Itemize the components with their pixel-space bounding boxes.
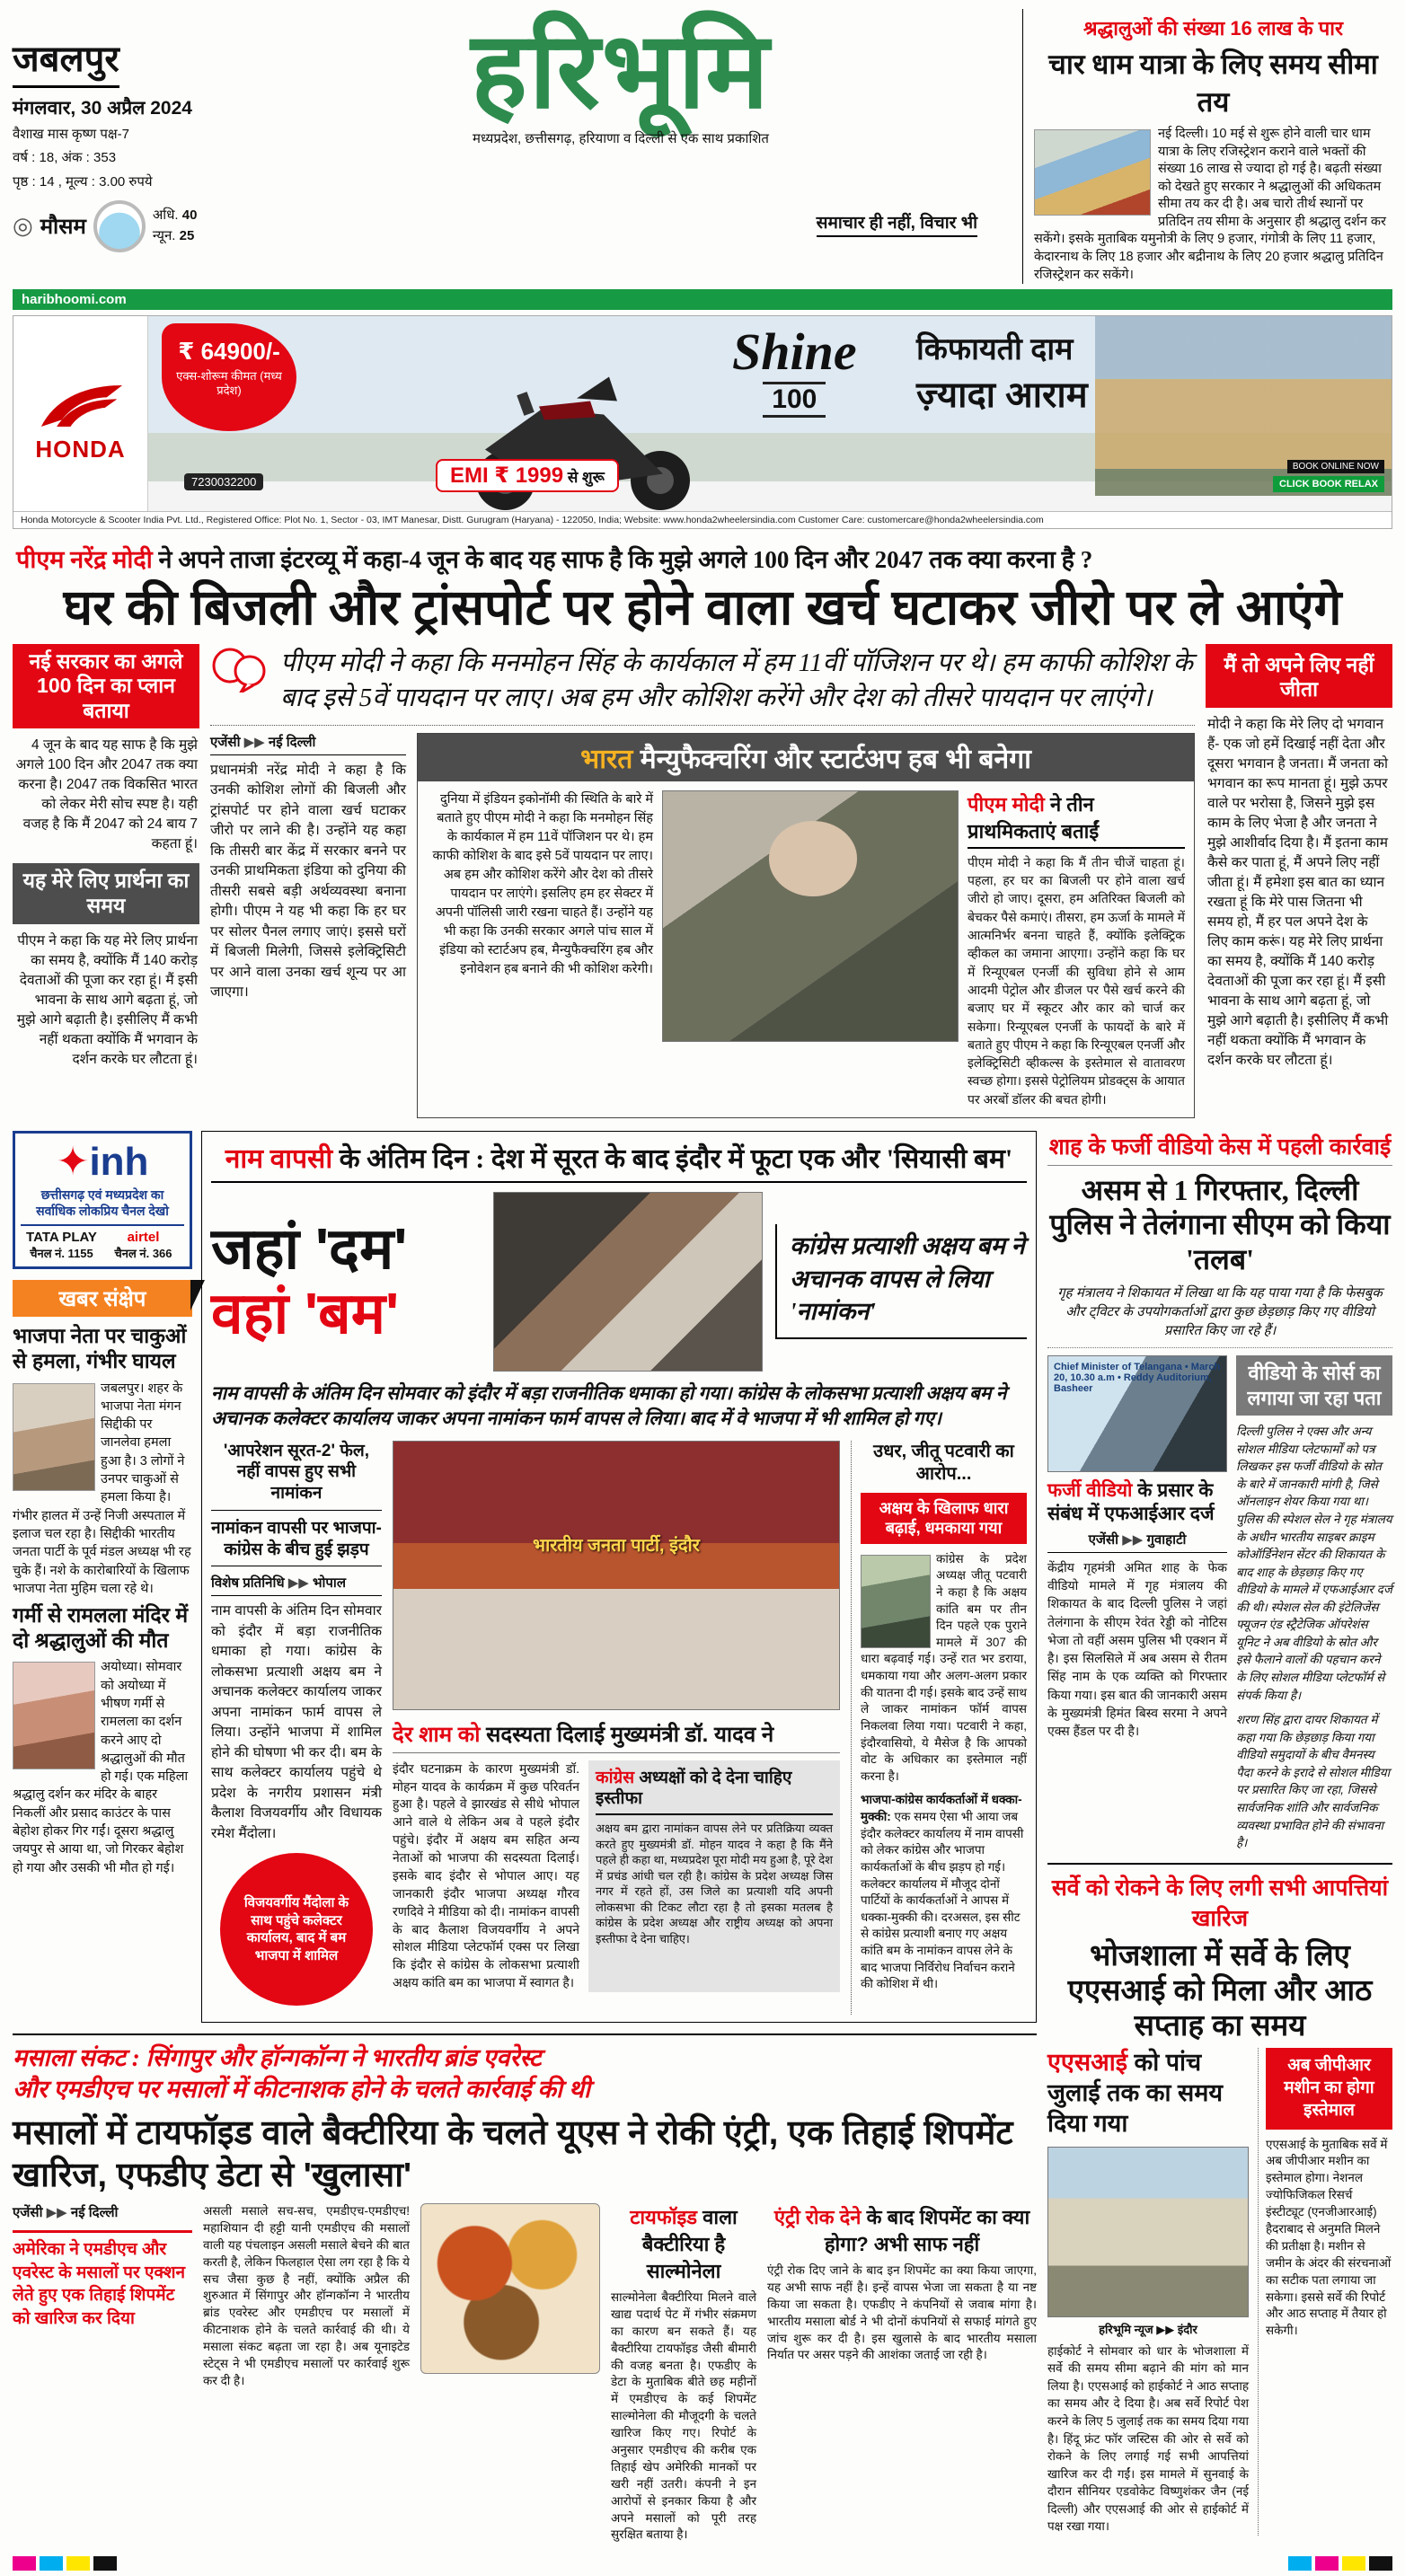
inh-logo-mark: ✦	[56, 1140, 90, 1184]
ad-model-block	[732, 322, 857, 418]
dum-bam-callout: कांग्रेस प्रत्याशी अक्षय बम ने अचानक वापस ले लिया 'नामांकन'	[775, 1224, 1027, 1338]
ad-legal-line: Honda Motorcycle & Scooter India Pvt. Ltd., Registered Office: Plot No. 1, Sector - 03, IMT Manesar, Distt. Gurugram (Haryana) - 122050, India; Website: www.honda2wheelersindia.com Customer Care: customercare@honda2wheelersindia.com	[13, 511, 1392, 528]
lead-byline	[210, 733, 406, 755]
patwari-photo	[861, 1555, 931, 1648]
ad-slogan-line2: ज़्यादा आराम	[916, 375, 1088, 416]
dum-bam-headline	[211, 1217, 481, 1345]
dum-bam-byline	[211, 1574, 382, 1596]
modi-photo	[662, 790, 959, 1042]
spice-kicker-line1: मसाला संकट : सिंगापुर और हॉन्गकॉन्ग ने भारतीय ब्रांड एवरेस्ट	[13, 2044, 542, 2072]
shah-kicker: शाह के फर्जी वीडियो केस में पहली कार्रवाई	[1047, 1131, 1392, 1166]
ad-phone: 7230032200	[184, 473, 263, 490]
tata-play-channel: चैनल नं. 1155	[30, 1247, 93, 1261]
gpr-body: एएसआई के मुताबिक सर्वे में अब जीपीआर मशीन का इस्तेमाल होगा। नेशनल ज्योफिजिकल रिसर्च इंस्टीट्यूट (एनजीआरआई) हैदराबाद से अनुमति मिलने की प्रतीक्षा है। मशीन से जमीन के अंदर की संरचनाओं का सटीक पता लगाया जा सकेगा। इससे सर्वे की रिपोर्ट और आठ सप्ताह में तैयार हो सकेगी।	[1266, 2137, 1392, 2338]
membership-subhead-rest: सदस्यता दिलाई मुख्यमंत्री डॉ. यादव ने	[480, 1722, 774, 1747]
brief1-headline: भाजपा नेता पर चाकुओं से हमला, गंभीर घायल	[13, 1324, 187, 1372]
lead-quote-text: पीएम मोदी ने कहा कि मनमोहन सिंह के कार्यकाल में हम 11वीं पॉजिशन पर थे। हम काफी कोशिश के बाद इसे 5वें पायदान पर लाए। अब हम और कोशिश करेंगे और देश को तीसरे पायदान पर लाएंगे।	[280, 648, 1193, 712]
edition-date: मंगलवार, 30 अप्रैल 2024	[13, 98, 192, 119]
byline-arrows-icon: ▶▶	[46, 2204, 67, 2220]
chardham-article	[1022, 9, 1392, 284]
airtel-logo: airtel	[127, 1230, 160, 1246]
shah-complaint-note: शरण सिंह द्वारा दायर शिकायत में कहा गया कि छेड़छाड़ किया गया वीडियो समुदायों के बीच वैमनस्य पैदा करने के इरादे से सोशल मीडिया पर प्रसारित किए जा रहा, जिससे सार्वजनिक शांति और सार्वजनिक व्यवस्था प्रभावित होने की संभावना है।	[1236, 1713, 1391, 1850]
ad-price-bubble	[162, 323, 296, 431]
honda-brand-name: HONDA	[35, 435, 126, 463]
edition-city: जबलपुर	[13, 32, 119, 88]
dum-bam-kicker-highlight: नाम वापसी	[225, 1144, 333, 1174]
brief2-text: अयोध्या। सोमवार को अयोध्या में भीषण गर्मी से रामलला का दर्शन करने आए दो श्रद्धालुओं की मौत हो गई। एक महिला श्रद्धालु दर्शन कर मंदिर के बाहर निकलीं और प्रसाद काउंटर के पास बेहोश होकर गिर गईं। दूसरा श्रद्धालु जयपुर से आया था, जो गिरकर बेहोश हो गया और उसकी भी मौत हो गई।	[13, 1660, 189, 1875]
bhojshala-photo	[1047, 2147, 1249, 2317]
byline-arrows-icon: ▶▶	[287, 1575, 309, 1592]
black-mark	[1369, 2556, 1392, 2571]
hub-box	[417, 733, 1195, 1118]
lead-byline-location: नई दिल्ली	[268, 734, 316, 750]
bhojshala-body: हाईकोर्ट ने सोमवार को धार के भोजशाला में सर्वे की समय सीमा बढ़ाने की मांग को मान लिया है। एएसआई को हाईकोर्ट ने आठ सप्ताह का समय और दे दिया है। अब सर्वे रिपोर्ट पेश करने के लिए 5 जुलाई तक का समय दिया गया है। हिंदू फ्रंट फॉर जस्टिस की ओर से सर्वे को रोकने के लिए लगाई गई सभी आपत्तियां खारिज कर दी गईं। इस मामले में सुनवाई के दौरान सीनियर एडवोकेट विष्णुशंकर जैन (नई दिल्ली) और एएसआई की ओर से हाईकोर्ट में पक्ष रखा गया।	[1047, 2343, 1249, 2534]
kedarnath-photo	[1034, 129, 1151, 216]
bjp-stage-photo	[393, 1441, 840, 1710]
brief2-body	[13, 1658, 192, 1877]
inh-logo	[21, 1139, 184, 1185]
right-rail	[1047, 1131, 1392, 2544]
dum-bam-left-column	[211, 1441, 382, 2015]
video-source-box: वीडियो के सोर्स का लगाया जा रहा पता	[1236, 1355, 1392, 1416]
shah-right-column	[1236, 1355, 1392, 1852]
byline-arrows-icon: ▶▶	[1122, 1531, 1144, 1548]
lead-headline: घर की बिजली और ट्रांसपोर्ट पर होने वाला खर्च घटाकर जीरो पर ले आएंगे	[63, 579, 1342, 636]
calendar-line: वैशाख मास कृष्ण पक्ष-7	[13, 127, 130, 142]
weather-title: मौसम	[40, 215, 86, 240]
bhojshala-caption-agency: हरिभूमि न्यूज	[1099, 2322, 1153, 2336]
yellow-mark	[66, 2556, 90, 2571]
lead-strap-rest: ने अपने ताजा इंटरव्यू में कहा-4 जून के बाद यह साफ है कि मुझे अगले 100 दिन और 2047 तक क्या करना है ?	[152, 546, 1093, 574]
bhojshala-story	[1047, 1863, 1392, 2536]
brief1-text: जबलपुर। शहर के भाजपा नेता मंगन सिद्दीकी पर जानलेवा हमला हुआ है। 3 लोगों ने उनपर चाकुओं से हमला किया है। गंभीर हालत में उन्हें निजी अस्पताल में इलाज चल रहा है। सिद्दीकी भारतीय जनता पार्टी के पूर्व मंडल अध्यक्ष भी रह चुके हैं। नशे के कारोबारियों के खिलाफ भाजपा नेता मुहिम चला रहे थे।	[13, 1381, 191, 1596]
hub-right-column	[968, 790, 1185, 1108]
salmonella-subhead-rest: वाला बैक्टीरिया है साल्मोनेला	[641, 2205, 738, 2282]
ad-emi-suffix: से शुरू	[563, 469, 605, 487]
priorities-title-rest: ने तीन प्राथमिकताएं बताईं	[968, 792, 1100, 842]
yellow-mark	[1342, 2556, 1365, 2571]
bhojshala-left-column	[1047, 2048, 1249, 2535]
lead-byline-agency: एजेंसी	[210, 734, 241, 750]
salmonella-subhead	[611, 2203, 756, 2284]
spice-kicker	[13, 2042, 1037, 2105]
spice-byline	[13, 2203, 192, 2225]
chardham-headline: चार धाम यात्रा के लिए समय सीमा तय	[1048, 49, 1378, 118]
shah-byline-location: गुवाहाटी	[1146, 1531, 1187, 1548]
tata-play-logo: TATA PLAY	[26, 1230, 97, 1246]
honda-logo-block	[13, 316, 148, 528]
salmonella-subhead-highlight: टायफॉइड	[630, 2205, 698, 2228]
weather-max-value: 40	[181, 207, 198, 224]
masthead-left	[13, 9, 219, 284]
dum-bam-byline-agency: विशेष प्रतिनिधि	[211, 1575, 285, 1592]
patwari-red-box: अक्षय के खिलाफ धारा बढ़ाई, धमकाया गया	[861, 1493, 1027, 1544]
resign-box-title	[596, 1768, 833, 1816]
subhead-scuffle: नामांकन वापसी पर भाजपा-कांग्रेस के बीच हुई झड़प	[211, 1518, 382, 1567]
honda-wing-icon	[38, 382, 124, 430]
scuffle-paragraph	[861, 1792, 1027, 1993]
brief1-body	[13, 1380, 192, 1599]
dum-bam-kicker-rest: के अंतिम दिन : देश में सूरत के बाद इंदौर में फूटा एक और 'सियासी बम'	[332, 1144, 1013, 1174]
bhojshala-caption	[1047, 2321, 1249, 2337]
newspaper-tagline: समाचार ही नहीं, विचार भी	[817, 210, 977, 237]
ad-price-note: एक्स-शोरूम कीमत (मध्य प्रदेश)	[176, 369, 282, 397]
website-url: haribhoomi.com	[22, 292, 127, 308]
chardham-text: नई दिल्ली। 10 मई से शुरू होने वाली चार धाम यात्रा के लिए रजिस्ट्रेशन कराने वाले भक्तों की संख्या 16 लाख से ज्यादा हो गई है। बढ़ती संख्या को देखते हुए सरकार ने श्रद्धालुओं की अधिकतम सीमा तय कर दी है। अब चारो तीर्थ स्थानों पर प्रतिदिन तय सीमा के अनुसार ही श्रद्धालु दर्शन कर सकेंगे। इसके मुताबिक यमुनोत्री के लिए 9 हजार, गंगोत्री के लिए 11 हजार, केदारनाथ के लिए 18 हजार और बद्रीनाथ के लिए 20 हजार श्रद्धालु प्रतिदिन रजिस्ट्रेशन कर सकेंगे।	[1034, 127, 1386, 282]
bhojshala-headline: भोजशाला में सर्वे के लिए एएसआई को मिला और आठ सप्ताह का समय	[1067, 1937, 1373, 2042]
ad-emi-offer	[436, 459, 619, 492]
prayer-box-body: पीएम ने कहा कि यह मेरे लिए प्रार्थना का समय है, क्योंकि मैं 140 करोड़ देवताओं की पूजा कर रहा हूं। मैं इसी भावना के साथ आगे बढ़ता हूं, जो मुझे आगे बढ़ाती है। इसीलिए मैं कभी नहीं थकता क्योंकि मैं भगवान के दर्शन करके घर लौटता हूं।	[16, 932, 198, 1067]
shipment-body: एंट्री रोक दिए जाने के बाद इन शिपमेंट का क्या किया जाएगा, यह अभी साफ नहीं है। इन्हें वापस भेजा जा सकता है या नष्ट किया जा सकता है। एफडीए ने कंपनियों से जवाब मांगा है। भारतीय मसाला बोर्ड ने भी दोनों कंपनियों से सफाई मांगते हुए जांच शुरू कर दी है। इस खुलासे के बाद भारतीय मसाला निर्यात पर असर पड़ने की आशंका जताई जा रही है।	[767, 2263, 1037, 2362]
ad-slogan-line1: किफायती दाम	[916, 332, 1074, 367]
bjp-stage-banner-text: भारतीय जनता पार्टी, इंदौर	[533, 1536, 700, 1556]
ad-model-number: 100	[763, 382, 826, 418]
revanth-reddy-photo	[1047, 1355, 1227, 1472]
bhojshala-caption-location: इंदौर	[1177, 2322, 1197, 2336]
patwari-body: कांग्रेस के प्रदेश अध्यक्ष जीतू पटवारी ने कहा है कि अक्षय कांति बम पर तीन दिन पहले एक पुराने मामले में 307 की धारा बढ़वाई गई। उन्हें रात भर डराया, धमकाया गया और अलग-अलग प्रकार की यातना दी गई। इसके बाद उन्हें साथ ले जाकर नामांकन फॉर्म वापस निकलवा लिया गया। पटवारी ने कहा, इंदौरवासियो, ये मैसेज है कि आपको वोट के अधिकार का इस्तेमाल नहीं करना है।	[861, 1551, 1027, 1783]
tata-play-block	[21, 1230, 102, 1261]
dum-bam-kicker	[211, 1139, 1027, 1183]
lead-strap	[16, 542, 1389, 575]
honda-advertisement	[13, 315, 1392, 529]
ad-click-book-relax: CLICK BOOK RELAX	[1273, 476, 1384, 492]
lead-story	[13, 542, 1392, 1118]
byline-arrows-icon: ▶▶	[243, 734, 265, 750]
inh-tagline: छत्तीसगढ़ एवं मध्यप्रदेश का सर्वाधिक लोकप्रिय चैनल देखो	[36, 1187, 169, 1219]
website-bar	[13, 289, 1392, 310]
spice-column2	[611, 2203, 756, 2544]
fir-subhead-rest: के प्रसार के संबंध में एफआईआर दर्ज	[1047, 1480, 1215, 1525]
print-registration-marks	[13, 2556, 1392, 2571]
shah-body1: केंद्रीय गृहमंत्री अमित शाह के फेक वीडियो मामले में गृह मंत्रालय की शिकायत के बाद दिल्ली पुलिस ने जहां तेलंगाना के सीएम रेवंत रेड्डी को नोटिस भेजा तो वहीं असम पुलिस भी एक्शन में है। इस सिलसिले में अब असम से रीतम सिंह नाम के एक व्यक्ति को गिरफ्तार किया गया। इस बात की जानकारी असम के मुख्यमंत्री हिमंत बिस्व सरमा ने अपने एक्स हैंडल पर दी है।	[1047, 1559, 1227, 1739]
masthead-center	[228, 9, 1013, 284]
priorities-body: पीएम मोदी ने कहा कि मैं तीन चीजें चाहता हूं। पहला, हर घर का बिजली पर होने वाला खर्च जीरो हो जाए। दूसरा, हम अतिरिक्त बिजली को बेचकर पैसे कमाएं। तीसरा, हम ऊर्जा के मामले में आत्मनिर्भर बनना चाहते हैं, क्योंकि इलेक्ट्रिक व्हीकल का जमाना आएगा। उन्होंने कहा कि घर में रिन्यूएबल एनर्जी की सुविधा होने से आम आदमी पेट्रोल और डीजल पर पैसे खर्च करने की बजाए घर में स्कूटर और कार को चार्ज कर सकेगा। रिन्यूएबल एनर्जी के फायदों के बारे में बताते हुए पीएम ने कहा कि रिन्यूएबल एनर्जी और इलेक्ट्रिसिटी व्हीकल्स के इस्तेमाल से वातावरण स्वच्छ होगा। इससे पेट्रोलियम प्रोडक्ट्स के आयात पर अरबों डॉलर की बचत होगी।	[968, 854, 1185, 1107]
scuffle-text: एक समय ऐसा भी आया जब इंदौर कलेक्टर कार्यालय में नाम वापसी को लेकर कांग्रेस और भाजपा कार्यकर्ताओं के बीच झड़प हो गई। कलेक्टर कार्यालय में मौजूद दोनों पार्टियों के कार्यकर्ताओं ने आपस में धक्का-मुक्की की। दरअसल, इस सीट से कांग्रेस प्रत्याशी बनाए गए अक्षय कांति बम के नामांकन वापस लेने के बाद भाजपा निर्विरोध निर्वाचन कराने की कोशिश में थी।	[861, 1810, 1024, 1991]
news-brief-sidebar	[13, 1131, 192, 2023]
lead-quote-block	[210, 644, 1195, 726]
prayer-box-title: यह मेरे लिए प्रार्थना का समय	[13, 863, 199, 923]
price-line: पृष्ठ : 14 , मूल्य : 3.00 रुपये	[13, 173, 153, 190]
plan-box-body: 4 जून के बाद यह साफ है कि मुझे अगले 100 दिन और 2047 तक क्या करना है। 2047 तक विकसित भारत को लेकर मेरी सोच स्पष्ट है। यही वजह है कि मैं 2047 को 24 बाय 7 कहता हूं।	[15, 737, 198, 852]
spices-photo	[420, 2203, 600, 2374]
shah-intro: गृह मंत्रालय ने शिकायत में लिखा था कि यह पाया गया है कि फेसबुक और ट्विटर के उपयोगकर्ताओं द्वारा कुछ छेड़छाड़ किए गए वीडियो प्रसारित किए जा रहे हैं।	[1047, 1284, 1392, 1348]
bhojshala-subhead-highlight: एएसआई	[1047, 2049, 1127, 2077]
membership-body: इंदौर घटनाक्रम के कारण मुख्यमंत्री डॉ. मोहन यादव के कार्यक्रम में कुछ परिवर्तन हुआ है। पहले वे झारखंड से सीधे भोपाल आने वाले थे लेकिन अब वे पहले इंदौर पहुंचे। इंदौर में अक्षय बम सहित अन्य नेताओं को भाजपा की सदस्यता दिलाई। इसके बाद इंदौर से भोपाल आए। यह जानकारी इंदौर भाजपा अध्यक्ष गौरव रणदिवे ने मीडिया को दी। नामांकन वापसी के बाद कैलाश विजयवर्गीय ने अपने सोशल मीडिया प्लेटफॉर्म एक्स पर लिखा कि इंदौर से कांग्रेस के लोकसभा प्रत्याशी अक्षय कांति बम का भाजपा में स्वागत है।	[393, 1760, 579, 1990]
dum-bam-byline-location: भोपाल	[312, 1575, 346, 1592]
black-mark	[93, 2556, 117, 2571]
weather-min-value: 25	[179, 227, 195, 243]
dum-bam-story	[201, 1131, 1037, 2023]
bhojshala-subhead	[1047, 2048, 1249, 2139]
issue-line: वर्ष : 18, अंक : 353	[13, 150, 117, 166]
dum-bam-left-body: नाम वापसी के अंतिम दिन सोमवार को इंदौर में बड़ा राजनीतिक धमाका हो गया। कांग्रेस के लोकसभा प्रत्याशी अक्षय बम ने अचानक कलेक्टर कार्यालय जाकर अपना नामांकन फार्म वापस ले लिया। उन्होंने भाजपा में शामिल होने की घोषणा भी कर दी। बम के साथ कलेक्टर कार्यालय पहुंचे थे प्रदेश के नगरीय प्रशासन मंत्री कैलाश विजयवर्गीय और विधायक रमेश मैंदोला।	[211, 1603, 382, 1841]
cyan-mark	[40, 2556, 63, 2571]
dum-bam-headline-line1: जहां 'दम'	[211, 1216, 408, 1282]
ad-price: ₹ 64900/-	[178, 338, 280, 366]
magenta-mark	[1315, 2556, 1339, 2571]
shah-video-story	[1047, 1131, 1392, 1852]
shipment-subhead-highlight: एंट्री रोक देने	[773, 2205, 862, 2228]
lead-strap-highlight: पीएम नरेंद्र मोदी	[16, 546, 153, 574]
inh-channel-ad	[13, 1131, 192, 1269]
quote-bubbles-icon	[210, 646, 268, 693]
dum-bam-center-column	[393, 1441, 840, 2015]
fir-subhead	[1047, 1479, 1227, 1527]
spice-column1	[203, 2203, 410, 2544]
inh-logo-text: inh	[89, 1140, 149, 1184]
self-box-body: मोदी ने कहा कि मेरे लिए दो भगवान हैं- एक जो हमें दिखाई नहीं देता और दूसरा भगवान है जनता। मैं जनता को भगवान का रूप मानता हूं। मुझे ऊपर वाले पर भरोसा है, जिसने मुझे इस काम के लिए भेजा है और जनता ने मुझे आशीर्वाद दिया है। मैं इतना काम कैसे कर पाता हूं, मैं अपने लिए नहीं जीता हूं। मैं हमेशा इस बात का ध्यान रखता हूं कि मेरे पास जितना भी समय हो, मैं हर पल अपने देश के लिए काम करूं। यह मेरे लिए प्रार्थना का समय है, क्योंकि मैं 140 करोड़ देवताओं की पूजा कर रहा हूं। मैं इसी भावना के साथ आगे बढ़ता हूं, जो मुझे आगे बढ़ाती है। इसीलिए मैं कभी नहीं थकता क्योंकि मैं भगवान के दर्शन करके घर लौटता हूं।	[1207, 716, 1389, 1068]
fir-subhead-highlight: फर्जी वीडियो	[1047, 1480, 1133, 1502]
chardham-kicker: श्रद्धालुओं की संख्या 16 लाख के पार	[1083, 17, 1343, 40]
spice-byline-agency: एजेंसी	[13, 2204, 43, 2220]
spice-red-note: अमेरिका ने एमडीएच और एवरेस्ट के मसालों पर एक्शन लेते हुए एक तिहाई शिपमेंट को खारिज कर दिया	[13, 2230, 192, 2331]
resign-title-rest: अध्यक्षों को दे देना चाहिए इस्तीफा	[596, 1768, 792, 1809]
cyan-mark	[1288, 2556, 1312, 2571]
registration-marks-left	[13, 2556, 117, 2571]
weather-box	[13, 200, 219, 252]
car-selfie-photo	[493, 1192, 763, 1372]
spice-side-rail	[13, 2203, 192, 2544]
shah-left-column	[1047, 1355, 1227, 1852]
resign-gray-box	[588, 1760, 840, 1992]
spice-story	[13, 2033, 1037, 2544]
priorities-title-highlight: पीएम मोदी	[968, 792, 1045, 816]
vijayvargiya-circle-note: विजयवर्गीय मैंदोला के साथ पहुंचे कलेक्टर कार्यालय, बाद में बम भाजपा में शामिल	[220, 1853, 373, 2006]
hub-title-rest: मैन्युफैक्चरिंग और स्टार्टअप हब भी बनेगा	[632, 744, 1031, 774]
news-brief-header: खबर संक्षेप	[13, 1280, 192, 1317]
spice-headline: मसालों में टायफॉइड वाले बैक्टीरिया के चलते यूएस ने रोकी एंट्री, एक तिहाई शिपमेंट खारिज, एफडीए डेटा से 'खुलासा'	[13, 2114, 1013, 2194]
bhojshala-subhead-rest: को पांच जुलाई तक का समय दिया गया	[1047, 2049, 1224, 2137]
weather-min-label: न्यून.	[152, 227, 176, 243]
weather-max-label: अधि.	[152, 207, 179, 224]
membership-section	[393, 1719, 840, 1992]
spice-column3	[767, 2203, 1037, 2544]
hub-title-highlight: भारत	[580, 744, 633, 774]
thermometer-icon: ◎	[13, 212, 33, 240]
scuffle-lead-in: भाजपा-कांग्रेस कार्यकर्ताओं में धक्का-मुक्की:	[861, 1793, 1022, 1824]
ad-model-name: Shine	[732, 322, 857, 382]
airtel-block	[102, 1230, 184, 1261]
newspaper-logo: हरिभूमि	[471, 12, 771, 130]
resign-title-highlight: कांग्रेस	[596, 1768, 635, 1787]
bhojshala-right-column	[1258, 2048, 1392, 2535]
shipment-subhead	[767, 2203, 1037, 2257]
ad-slogan	[916, 327, 1088, 418]
plan-box-title: नई सरकार का अगले 100 दिन का प्लान बताया	[13, 644, 199, 729]
airtel-channel: चैनल नं. 366	[114, 1247, 172, 1261]
ad-cta-block	[1273, 460, 1384, 492]
weather-values	[153, 206, 198, 246]
injured-leader-photo	[13, 1383, 95, 1491]
patwari-label: उधर, जीतू पटवारी का आरोप...	[873, 1441, 1014, 1484]
membership-subhead-highlight: देर शाम को	[393, 1722, 481, 1747]
hub-box-title	[418, 734, 1194, 781]
dum-bam-intro: नाम वापसी के अंतिम दिन सोमवार को इंदौर में बड़ा राजनीतिक धमाका हो गया। कांग्रेस के लोकसभा प्रत्याशी अक्षय बम ने अचानक कलेक्टर कार्यालय जाकर अपना नामांकन फार्म वापस ले लिया। बाद में वे भाजपा में भी शामिल हो गए।	[211, 1382, 1007, 1430]
self-box-title: मैं तो अपने लिए नहीं जीता	[1206, 648, 1392, 708]
lead-body-column	[210, 733, 406, 1118]
reddy-photo-overlay-text: Chief Minister of Telangana • March 20, 10.30 a.m • Reddy Auditorium, Basheer	[1054, 1362, 1221, 1395]
priorities-title	[968, 790, 1185, 849]
shipment-subhead-rest: के बाद शिपमेंट का क्या होगा? अभी साफ नहीं	[824, 2205, 1030, 2255]
spice-kicker-line2: और एमडीएच पर मसालों में कीटनाशक होने के चलते कार्रवाई की थी	[13, 2076, 591, 2104]
spice-byline-location: नई दिल्ली	[70, 2204, 119, 2220]
ad-book-online: BOOK ONLINE NOW	[1287, 460, 1384, 473]
shah-headline: असम से 1 गिरफ्तार, दिल्ली पुलिस ने तेलंगाना सीएम को किया 'तलब'	[1049, 1174, 1391, 1275]
spice-column1-body: असली मसाले सच-सच, एमडीएच-एमडीएच! महाशियान दी हट्टी यानी एमडीएच की मसालों वाली यह पंचलाइन असली मसाले बेचने की बात करती है, लेकिन फिलहाल ऐसा लग रहा है कि ये सच जैसा कुछ है नहीं, क्योंकि अप्रैल की शुरुआत में सिंगापुर और हॉन्गकॉन्ग ने भारतीय ब्रांड एवरेस्ट और एमडीएच पर मसालों में कीटनाशक होने के चलते कार्रवाई की थी। ये मसाला संकट बढ़ता जा रहा है। अब यूनाइटेड स्टेट्स ने भी एमडीएच मसालों पर कार्रवाई शुरू कर दी है।	[203, 2203, 410, 2387]
shah-byline	[1047, 1531, 1227, 1553]
subhead-operation-surat: 'आपरेशन सूरत-2' फेल, नहीं वापस हुए सभी नामांकन	[211, 1441, 382, 1511]
resign-box-body: अक्षय बम द्वारा नामांकन वापस लेने पर प्रतिक्रिया व्यक्त करते हुए मुख्यमंत्री डॉ. मोहन यादव ने कहा है कि मैंने पहले ही कहा था, मध्यप्रदेश पूरा मोदी मय हुआ है, पूरे देश में प्रचंड आंधी चल रही है। कांग्रेस के प्रदेश अध्यक्ष जिस नगर में रहते हों, उस जिले का प्रत्याशी यदि अपनी लोकसभा की टिकट लौटा रहा है तो इसका मतलब है कांग्रेस के प्रदेश अध्यक्ष और राष्ट्रीय अध्यक्ष को अपना इस्तीफा दे देना चाहिए।	[596, 1822, 833, 1946]
salmonella-body: साल्मोनेला बैक्टीरिया मिलने वाले खाद्य पदार्थ पेट में गंभीर संक्रमण का कारण बन सकते हैं। यह बैक्टीरिया टायफॉइड जैसी बीमारी की वजह बनता है। एफडीए के डेटा के मुताबिक बीते छह महीनों में एमडीएच के कई शिपमेंट साल्मोनेला की मौजूदगी के चलते खारिज किए गए। रिपोर्ट के अनुसार एमडीएच की करीब एक तिहाई खेप अमेरिकी मानकों पर खरी नहीं उतरी। कंपनी ने इन आरोपों से इनकार किया है और अपने मसालों को पूरी तरह सुरक्षित बताया है।	[611, 2289, 756, 2542]
lead-left-rail	[13, 644, 199, 1118]
patwari-body-block	[861, 1551, 1027, 1786]
gpr-machine-box: अब जीपीआर मशीन का होगा इस्तेमाल	[1266, 2048, 1392, 2129]
brief2-headline: गर्मी से रामलला मंदिर में दो श्रद्धालुओं की मौत	[13, 1603, 189, 1652]
lead-right-rail	[1206, 644, 1392, 1118]
ad-emi-amount: EMI ₹ 1999	[450, 463, 564, 489]
shah-byline-agency: एजेंसी	[1088, 1531, 1119, 1548]
dum-bam-headline-line2: वहां 'बम'	[211, 1281, 400, 1345]
membership-subhead	[393, 1719, 840, 1753]
registration-marks-right	[1288, 2556, 1392, 2571]
masthead	[13, 9, 1392, 284]
lead-body-text: प्रधानमंत्री नरेंद्र मोदी ने कहा है कि उनकी कोशिश लोगों की बिजली और ट्रांसपोर्ट पर होने वाला खर्च घटाकर जीरो पर लाने की है। उन्होंने यह कहा कि तीसरी बार केंद्र में सरकार बनने पर उनकी प्राथमिकता इंडिया को दुनिया की तीसरी सबसे बड़ी अर्थव्यवस्था बनाना होगी। पीएम ने यह भी कहा कि हर घर पर सोलर पैनल लगाए जाएं। इससे घरों में बिजली मिलेगी, जिससे इलेक्ट्रिसिटी पर आने वाला उनका खर्च शून्य पर आ जाएगा।	[210, 762, 406, 1000]
ayodhya-devotee-photo	[13, 1662, 95, 1769]
hub-left-text: दुनिया में इंडियन इकोनॉमी की स्थिति के बारे में बताते हुए पीएम मोदी ने कहा कि मनमोहन सिंह के कार्यकाल में हम 11वें पॉजिशन पर थे। हम काफी कोशिश के बाद इसे 5वें पायदान पर लाए। अब हम और कोशिश करेंगे और देश को तीसरे पायदान पर लाएंगे। इसलिए हम हर सेक्टर में अपनी पॉलिसी जारी रखना चाहते हैं। उन्होंने यह भी कहा कि उनकी सरकार अगले पांच साल में इंडिया को स्टार्टअप हब, मैन्युफैक्चरिंग हब और इनोवेशन हब बनाने की भी कोशिश करेगी।	[432, 791, 653, 976]
byline-arrows-icon: ▶▶	[1156, 2322, 1175, 2336]
weather-graphic	[93, 200, 146, 252]
patwari-column	[851, 1441, 1027, 2015]
lead-center	[210, 644, 1195, 1118]
chardham-body	[1034, 126, 1392, 284]
bhojshala-kicker: सर्वे को रोकने के लिए लगी सभी आपत्तियां खारिज	[1051, 1875, 1389, 1931]
shah-right-body: दिल्ली पुलिस ने एक्स और अन्य सोशल मीडिया प्लेटफार्मों को पत्र लिखकर इस फर्जी वीडियो के स्रोत के बारे में जानकारी मांगी है, जिसे ऑनलाइन शेयर किया गया था। पुलिस की स्पेशल सेल ने गृह मंत्रालय के अधीन भारतीय साइबर क्राइम कोऑर्डिनेशन सेंटर की शिकायत के बाद शाह के छेड़छाड़ किए गए वीडियो के मामले में एफआईआर दर्ज की थी। स्पेशल सेल की इंटेलिजेंस फ्यूजन एंड स्ट्रैटेजिक ऑपरेशंस यूनिट ने अब वीडियो के स्रोत और इसे फैलाने वालों की पहचान करने के लिए सोशल मीडिया प्लेटफॉर्म से संपर्क किया है।	[1236, 1425, 1392, 1702]
publish-line: मध्यप्रदेश, छत्तीसगढ़, हरियाणा व दिल्ली से एक साथ प्रकाशित	[473, 130, 769, 146]
magenta-mark	[13, 2556, 36, 2571]
